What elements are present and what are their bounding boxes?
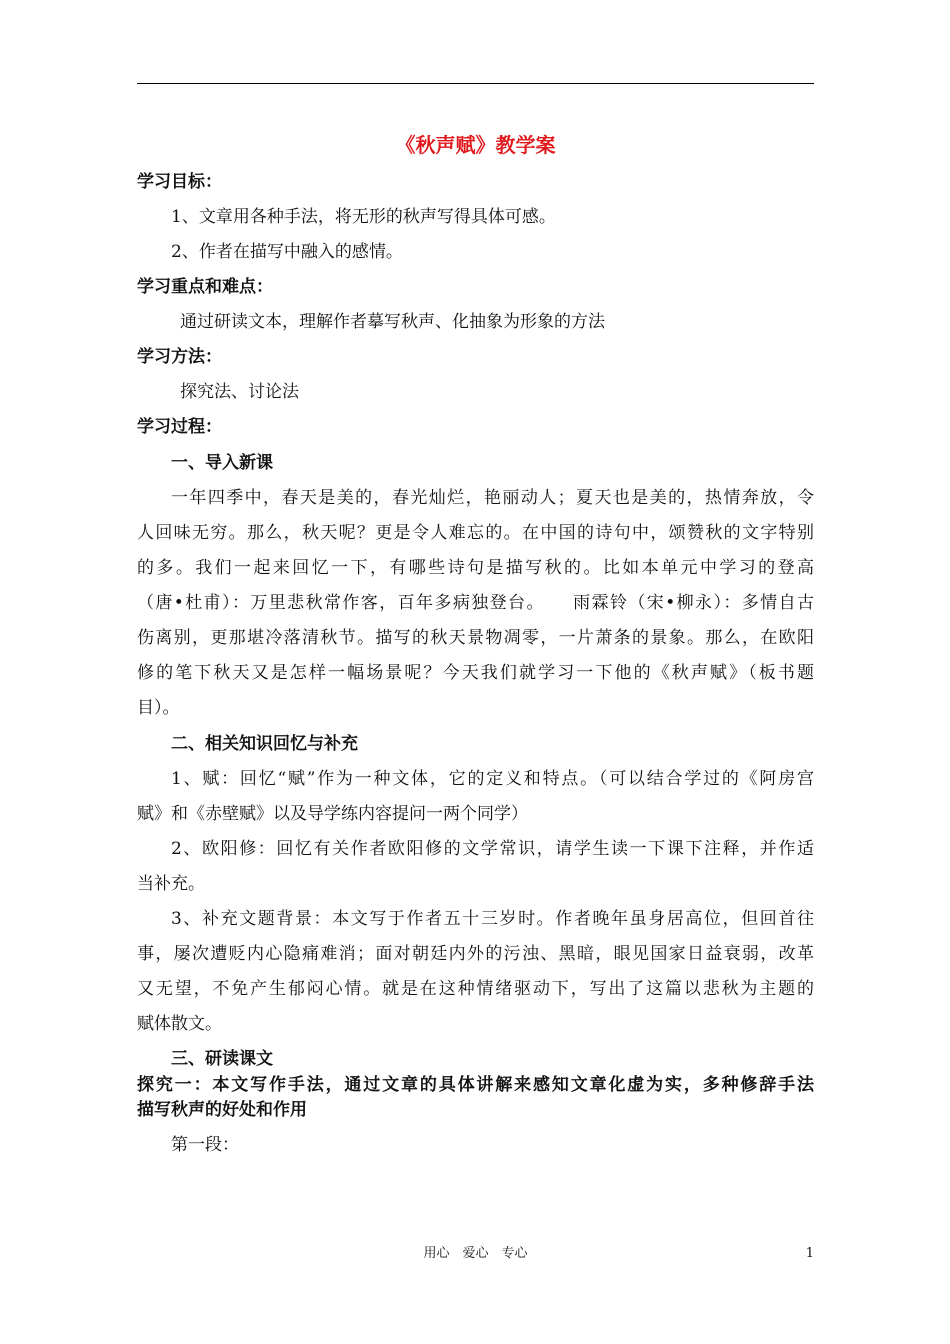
knowledge-line: 事，屡次遭贬内心隐痛难消；面对朝廷内外的污浊、黑暗，眼见国家日益衰弱，改革 bbox=[137, 944, 814, 964]
inquiry-line: 描写秋声的好处和作用 bbox=[137, 1100, 307, 1120]
method-text: 探究法、讨论法 bbox=[180, 382, 299, 402]
knowledge-line: 1、赋：回忆“赋”作为一种文体，它的定义和特点。（可以结合学过的《阿房宫 bbox=[171, 769, 814, 789]
process-heading: 学习过程： bbox=[137, 417, 222, 437]
goal-item: 2、作者在描写中融入的感情。 bbox=[171, 242, 403, 262]
intro-line: 的多。我们一起来回忆一下，有哪些诗句是描写秋的。比如本单元中学习的登高 bbox=[137, 558, 814, 578]
knowledge-line: 又无望，不免产生郁闷心情。就是在这种情绪驱动下，写出了这篇以悲秋为主题的 bbox=[137, 979, 814, 999]
paragraph-label: 第一段： bbox=[171, 1135, 239, 1155]
inquiry-line: 探究一：本文写作手法，通过文章的具体讲解来感知文章化虚为实，多种修辞手法 bbox=[137, 1075, 814, 1095]
page-number: 1 bbox=[805, 1246, 814, 1261]
knowledge-line: 当补充。 bbox=[137, 874, 205, 894]
method-heading: 学习方法： bbox=[137, 347, 222, 367]
goal-item: 1、文章用各种手法，将无形的秋声写得具体可感。 bbox=[171, 207, 556, 227]
intro-line: 伤离别，更那堪冷落清秋节。描写的秋天景物凋零，一片萧条的景象。那么，在欧阳 bbox=[137, 628, 814, 648]
focus-text: 通过研读文本，理解作者摹写秋声、化抽象为形象的方法 bbox=[180, 312, 605, 332]
intro-line: （唐•杜甫）：万里悲秋常作客，百年多病独登台。 雨霖铃（宋•柳永）：多情自古 bbox=[137, 593, 814, 613]
intro-line: 修的笔下秋天又是怎样一幅场景呢？今天我们就学习一下他的《秋声赋》（板书题 bbox=[137, 663, 814, 683]
intro-line: 目）。 bbox=[137, 698, 180, 718]
footer-motto: 用心 爱心 专心 bbox=[423, 1246, 528, 1261]
focus-heading: 学习重点和难点： bbox=[137, 277, 273, 297]
document-title: 《秋声赋》教学案 bbox=[395, 133, 556, 157]
section-heading-reading: 三、研读课文 bbox=[171, 1049, 273, 1069]
knowledge-line: 赋体散文。 bbox=[137, 1014, 222, 1034]
intro-line: 一年四季中，春天是美的，春光灿烂，艳丽动人；夏天也是美的，热情奔放，令 bbox=[171, 488, 814, 508]
knowledge-line: 3、补充文题背景：本文写于作者五十三岁时。作者晚年虽身居高位，但回首往 bbox=[171, 909, 814, 929]
goals-heading: 学习目标： bbox=[137, 172, 222, 192]
knowledge-line: 2、欧阳修：回忆有关作者欧阳修的文学常识，请学生读一下课下注释，并作适 bbox=[171, 839, 814, 859]
intro-line: 人回味无穷。那么，秋天呢？更是令人难忘的。在中国的诗句中，颂赞秋的文字特别 bbox=[137, 523, 814, 543]
knowledge-line: 赋》和《赤壁赋》以及导学练内容提问一两个同学） bbox=[137, 804, 528, 824]
section-heading-knowledge: 二、相关知识回忆与补充 bbox=[171, 734, 358, 754]
section-heading-intro: 一、导入新课 bbox=[171, 453, 273, 473]
header-rule bbox=[137, 83, 814, 84]
